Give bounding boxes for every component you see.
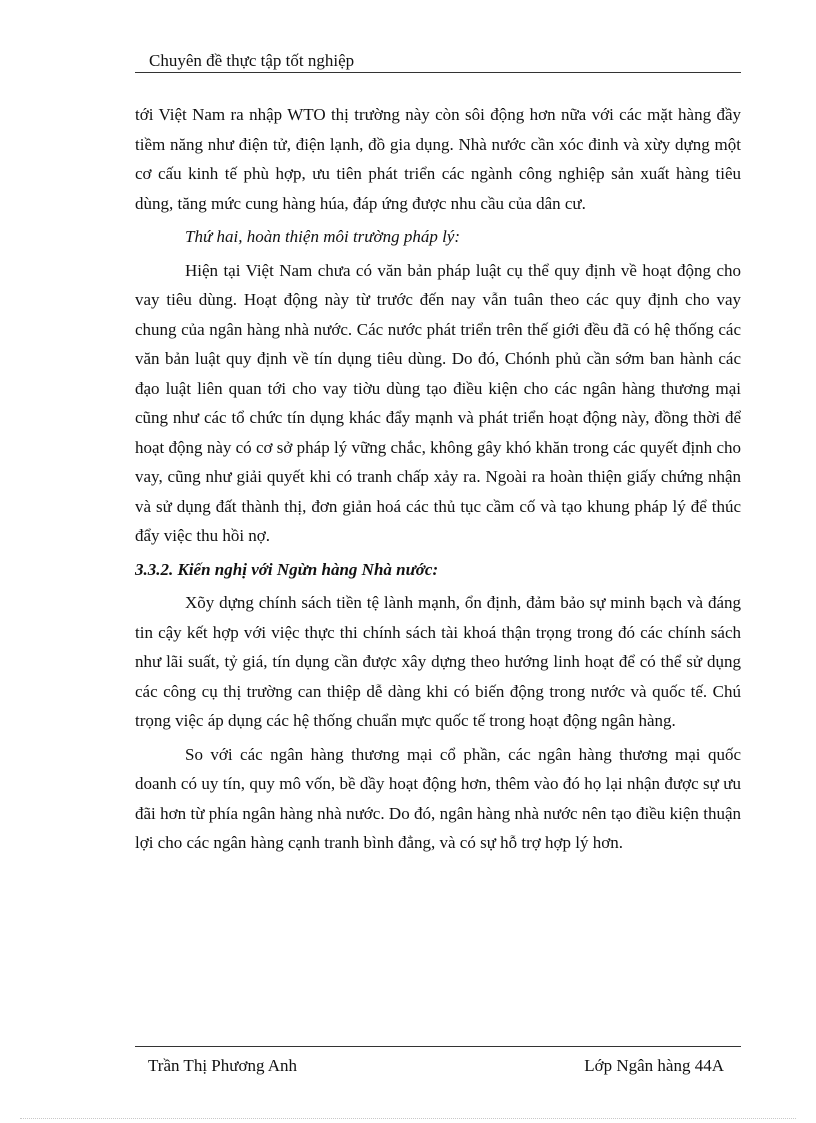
paragraph-4: So với các ngân hàng thương mại cổ phần, các ngân hàng thương mại quốc doanh có uy tín, quy mô vốn, bề dầy hoạt động hơn, thêm vào đó họ lại nhận được sự ưu đãi hơn từ phía ngân hàng nhà nước. Do đó, ngân hàng nhà nước nên tạo điều kiện thuận lợi cho các ngân hàng cạnh tranh bình đẳng, và có sự hỗ trợ hợp lý hơn. (135, 744, 741, 852)
page-header-title: Chuyên đề thực tập tốt nghiệp (149, 51, 355, 70)
subheading-legal-environment: Thứ hai, hoàn thiện môi trường pháp lý: (185, 227, 461, 246)
header-divider (135, 72, 741, 73)
paragraph-3: Xõy dựng chính sách tiền tệ lành mạnh, ổn định, đảm bảo sự minh bạch và đáng tin cậy kết hợp với việc thực thi chính sách tài khoá thận trọng trong đó các chính sách như lãi suất, tỷ giá, tín dụng cần được xây dựng theo hướng linh hoạt để có thể sử dụng các công cụ thị trường can thiệp dễ dàng khi có biến động trong nước và quốc tế. Chú trọng việc áp dụng các hệ thống chuẩn mực quốc tế trong hoạt động ngân hàng. (135, 593, 741, 730)
footer-class-name: Lớp Ngân hàng 44A (584, 1056, 724, 1075)
paragraph-1: tới Việt Nam ra nhập WTO thị trường này còn sôi động hơn nữa với các mặt hàng đầy tiềm năng như điện tử, điện lạnh, đồ gia dụng. Nhà nước cần xóc đinh và xừy dựng một cơ cấu kinh tế phù hợp, ưu tiên phát triển các ngành công nghiệp sản xuất hàng tiêu dùng, tăng mức cung hàng húa, đáp ứng được nhu cầu của dân cư. (135, 105, 741, 213)
paragraph-2: Hiện tại Việt Nam chưa có văn bản pháp luật cụ thể quy định về hoạt động cho vay tiêu dùng. Hoạt động này từ trước đến nay vẫn tuân theo các quy định cho vay chung của ngân hàng nhà nước. Các nước phát triển trên thế giới đều đã có hệ thống các văn bản luật quy định về tín dụng tiêu dùng. Do đó, Chónh phủ cần sớm ban hành các đạo luật liên quan tới cho vay tiờu dùng tạo điều kiện cho các ngân hàng thương mại cũng như các tổ chức tín dụng khác đẩy mạnh và phát triển hoạt động này, đồng thời để hoạt động này có cơ sở pháp lý vững chắc, không gây khó khăn trong các quyết định cho vay, cũng như giải quyết khi có tranh chấp xảy ra. Ngoài ra hoàn thiện giấy chứng nhận và sử dụng đất thành thị, đơn giản hoá các thủ tục cầm cố và tạo khung pháp lý để thúc đẩy việc thu hồi nợ. (135, 260, 741, 545)
footer-author: Trần Thị Phương Anh (148, 1056, 298, 1075)
section-heading-3-3-2: 3.3.2. Kiến nghị với Ngừn hàng Nhà nước: (135, 559, 439, 579)
page-bottom-edge (20, 1118, 796, 1119)
footer-divider (135, 1046, 741, 1047)
document-body (135, 100, 741, 858)
